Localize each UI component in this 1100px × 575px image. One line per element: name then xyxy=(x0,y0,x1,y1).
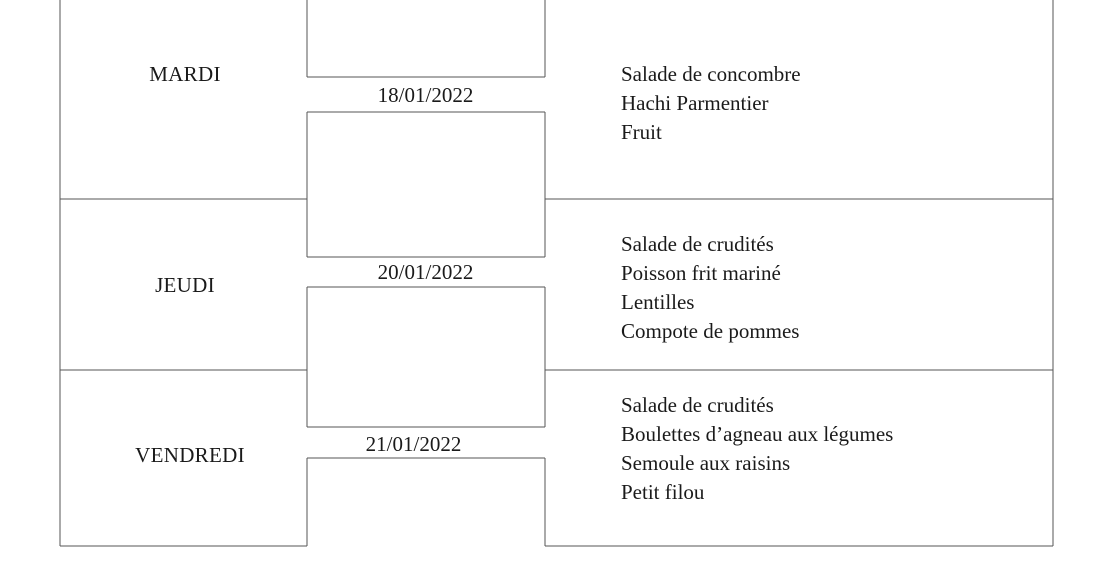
day-label-jeudi: JEUDI xyxy=(155,273,215,297)
menu-item: Salade de concombre xyxy=(621,62,801,86)
date-label-vendredi: 21/01/2022 xyxy=(365,432,462,456)
menu-list-mardi xyxy=(621,60,1041,147)
date-label-mardi: 18/01/2022 xyxy=(377,83,474,107)
menu-item: Compote de pommes xyxy=(621,319,800,343)
menu-item: Salade de crudités xyxy=(621,232,774,256)
menu-item: Lentilles xyxy=(621,290,695,314)
menu-item: Boulettes d’agneau aux légumes xyxy=(621,422,894,446)
menu-item: Poisson frit mariné xyxy=(621,261,781,285)
menu-item: Semoule aux raisins xyxy=(621,451,791,475)
menu-item: Fruit xyxy=(621,120,662,144)
menu-list-vendredi xyxy=(621,391,1041,507)
date-label-jeudi: 20/01/2022 xyxy=(377,260,474,284)
menu-item: Salade de crudités xyxy=(621,393,774,417)
menu-list-jeudi xyxy=(621,230,1041,346)
menu-item: Hachi Parmentier xyxy=(621,91,769,115)
menu-item: Petit filou xyxy=(621,480,705,504)
day-label-mardi: MARDI xyxy=(149,62,221,86)
day-label-vendredi: VENDREDI xyxy=(135,443,245,467)
